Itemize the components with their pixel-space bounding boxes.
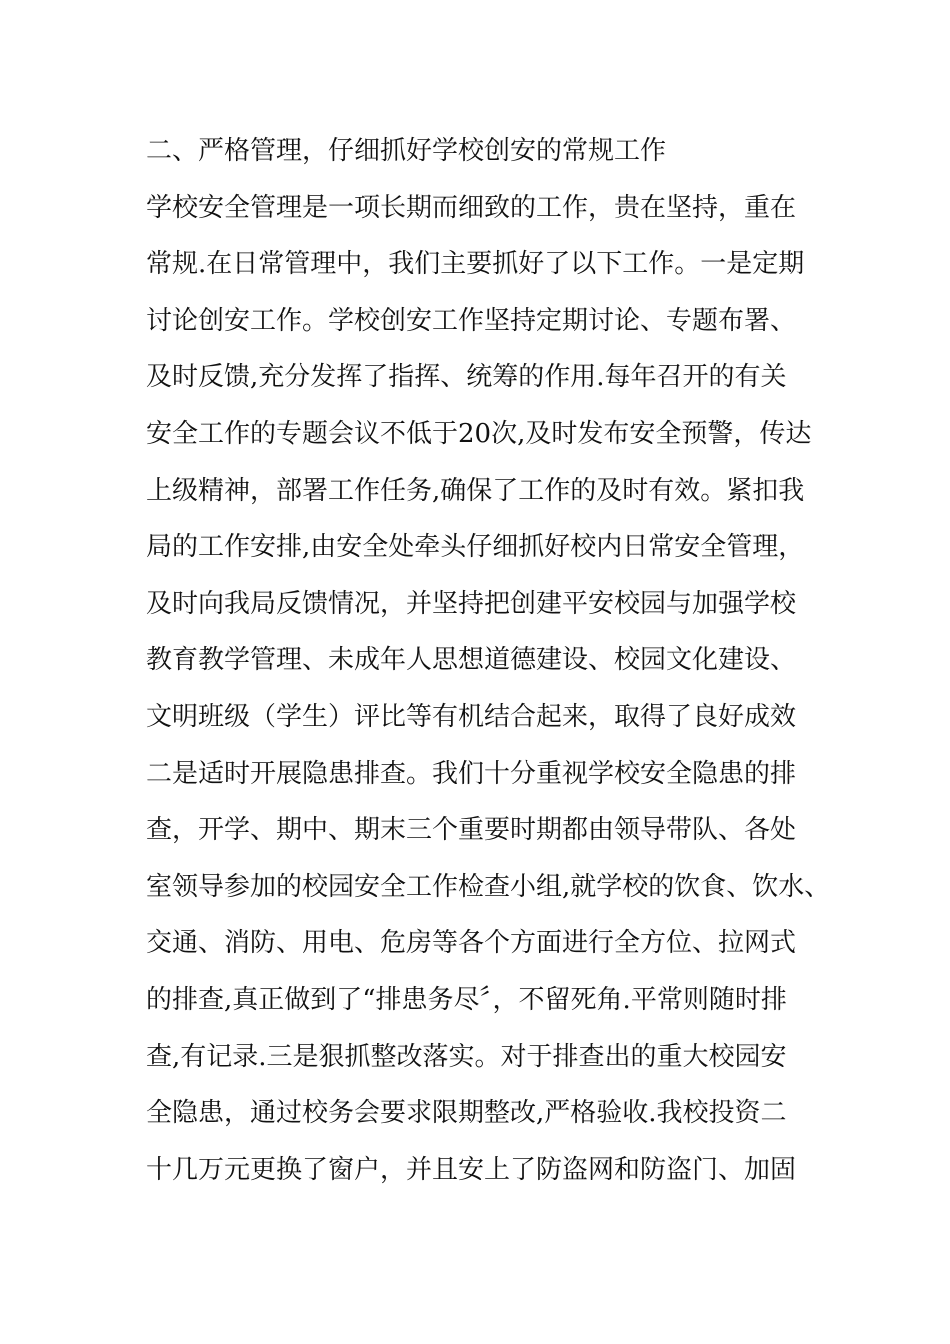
body-line: 全隐患，通过校务会要求限期整改,严格验收.我校投资二 xyxy=(146,1098,787,1129)
body-line: 讨论创安工作。学校创安工作坚持定期讨论、专题布署、 xyxy=(146,305,797,336)
document-body xyxy=(146,128,846,1203)
body-line: 室领导参加的校园安全工作检查小组,就学校的饮食、饮水、 xyxy=(146,871,831,902)
body-line: 局的工作安排,由安全处牵头仔细抓好校内日常安全管理， xyxy=(146,532,805,563)
body-line: 交通、消防、用电、危房等各个方面进行全方位、拉网式 xyxy=(146,928,797,959)
body-line: 查，开学、期中、期末三个重要时期都由领导带队、各处 xyxy=(146,815,797,846)
body-line: 安全工作的专题会议不低于20次,及时发布安全预警，传达 xyxy=(146,418,812,449)
body-line: 上级精神，部署工作任务,确保了工作的及时有效。紧扣我 xyxy=(146,475,805,506)
section-heading: 二、严格管理，仔细抓好学校创安的常规工作 xyxy=(146,136,667,166)
body-line: 教育教学管理、未成年人思想道德建设、校园文化建设、 xyxy=(146,645,797,676)
body-line: 常规.在日常管理中，我们主要抓好了以下工作。一是定期 xyxy=(146,249,805,280)
body-line: 的排查,真正做到了“排患务尽〞，不留死角.平常则随时排 xyxy=(146,984,787,1015)
body-line: 二是适时开展隐患排查。我们十分重视学校安全隐患的排 xyxy=(146,758,797,789)
body-line: 学校安全管理是一项长期而细致的工作，贵在坚持，重在 xyxy=(146,192,797,223)
body-line: 查,有记录.三是狠抓整改落实。对于排查出的重大校园安 xyxy=(146,1041,787,1072)
body-line: 十几万元更换了窗户，并且安上了防盗网和防盗门、加固 xyxy=(146,1154,797,1185)
body-line: 文明班级（学生）评比等有机结合起来，取得了良好成效 xyxy=(146,701,797,732)
body-line: 及时向我局反馈情况，并坚持把创建平安校园与加强学校 xyxy=(146,588,797,619)
body-line: 及时反馈,充分发挥了指挥、统筹的作用.每年召开的有关 xyxy=(146,362,787,393)
